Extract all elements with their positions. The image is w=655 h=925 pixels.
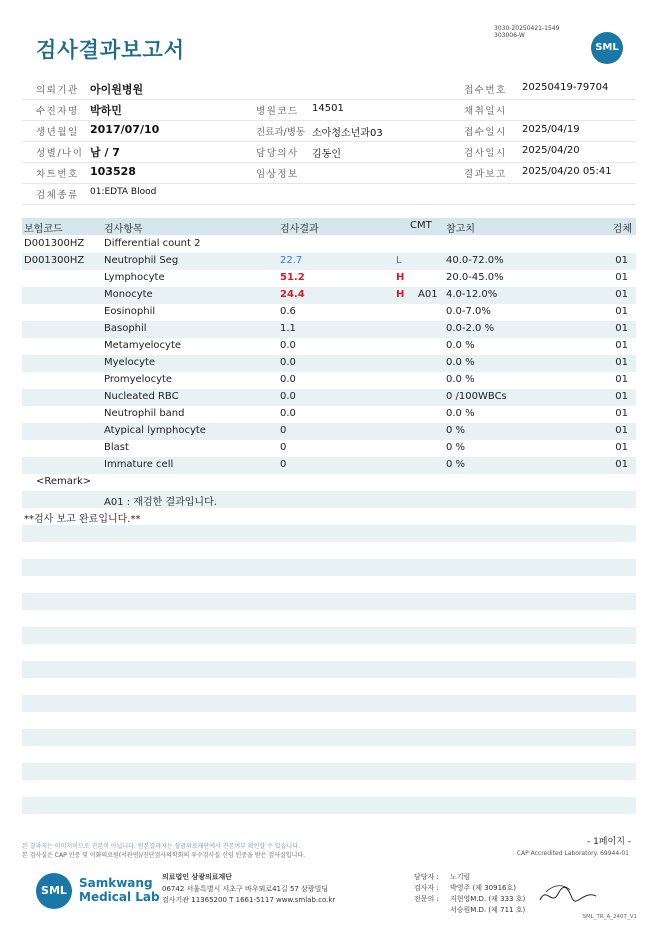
staff-value-3: 지현영M.D. (제 333 호) xyxy=(450,895,526,903)
cell-test-item: Atypical lymphocyte xyxy=(104,425,206,436)
cell-result: 51.2 xyxy=(280,272,305,283)
cell-reference: 0.0-2.0 % xyxy=(446,323,495,334)
cell-reference: 20.0-45.0% xyxy=(446,272,504,283)
header-reference: 참고치 xyxy=(446,224,475,235)
table-row xyxy=(22,253,636,270)
value-patient-name: 박하민 xyxy=(90,104,122,117)
cell-reference: 0 /100WBCs xyxy=(446,391,507,402)
cell-result: 24.4 xyxy=(280,289,305,300)
cell-insurance-code: D001300HZ xyxy=(24,255,85,266)
footer-brand xyxy=(79,876,160,904)
value-receipt-date: 2025/04/19 xyxy=(522,124,580,135)
info-row-2 xyxy=(22,99,636,121)
table-row xyxy=(22,406,636,423)
cell-test-item: Nucleated RBC xyxy=(104,391,179,402)
cell-flag: H xyxy=(396,289,405,300)
cell-reference: 0.0-7.0% xyxy=(446,306,491,317)
header-specimen: 검체 xyxy=(612,224,632,235)
cell-cmt: A01 xyxy=(418,289,438,300)
label-department: 진료과/병동 xyxy=(256,127,306,138)
table-row xyxy=(22,236,636,253)
table-row xyxy=(22,270,636,287)
cell-specimen: 01 xyxy=(615,255,628,266)
value-requesting-org: 아이원병원 xyxy=(90,83,144,96)
document-codes xyxy=(494,25,559,39)
cell-test-item: Neutrophil Seg xyxy=(104,255,179,266)
label-receipt-date: 접수일시 xyxy=(464,127,507,138)
sml-logo: SML xyxy=(591,32,623,64)
cell-test-item: Immature cell xyxy=(104,459,174,470)
blank-row xyxy=(22,763,636,780)
cell-result: 1.1 xyxy=(280,323,296,334)
cell-test-item: Eosinophil xyxy=(104,306,156,317)
cell-test-item: Differential count 2 xyxy=(104,238,201,249)
cell-result: 0 xyxy=(280,425,287,436)
cell-reference: 0.0 % xyxy=(446,374,475,385)
staff-value-4: 서승원M.D. (제 711 호) xyxy=(450,906,526,914)
cell-specimen: 01 xyxy=(615,408,628,419)
cell-specimen: 01 xyxy=(615,391,628,402)
info-row-1 xyxy=(22,78,636,100)
brand-line-1: Samkwang xyxy=(79,876,153,890)
cell-result: 0.0 xyxy=(280,374,296,385)
footer-notice-1: 본 결과지는 이미지이므로 진본이 아닙니다. 원본결과지는 삼광의료재단에서 진본여부 확인할 수 있습니다. xyxy=(22,843,300,850)
staff-label-1: 담당자 : xyxy=(414,873,439,881)
label-hospital-code: 병원코드 xyxy=(256,106,299,117)
cell-insurance-code: D001300HZ xyxy=(24,238,85,249)
label-receipt-no: 접수번호 xyxy=(464,85,507,96)
signature-image xyxy=(536,880,600,908)
header-cmt: CMT xyxy=(410,220,432,231)
info-row-5 xyxy=(22,162,636,184)
cell-test-item: Basophil xyxy=(104,323,147,334)
cell-test-item: Blast xyxy=(104,442,129,453)
value-hospital-code: 14501 xyxy=(312,103,344,114)
cell-specimen: 01 xyxy=(615,374,628,385)
label-patient-name: 수진자명 xyxy=(36,106,79,117)
cell-test-item: Neutrophil band xyxy=(104,408,185,419)
table-row xyxy=(22,440,636,457)
cell-test-item: Promyelocyte xyxy=(104,374,173,385)
cell-specimen: 01 xyxy=(615,289,628,300)
form-code: SML_TR_A_2407_V1 xyxy=(582,914,637,920)
blank-row xyxy=(22,797,636,814)
cell-result: 0.6 xyxy=(280,306,296,317)
table-row xyxy=(22,287,636,304)
cell-result: 0.0 xyxy=(280,408,296,419)
header-result: 검사결과 xyxy=(280,224,319,235)
label-chart-no: 차트번호 xyxy=(36,169,79,180)
staff-value-1: 노기림 xyxy=(450,873,471,881)
label-sex-age: 성별/나이 xyxy=(36,148,84,159)
cell-test-item: Myelocyte xyxy=(104,357,156,368)
table-row xyxy=(22,338,636,355)
staff-label-2: 검사자 : xyxy=(414,884,439,892)
cell-reference: 0 % xyxy=(446,425,466,436)
cell-reference: 0 % xyxy=(446,459,466,470)
value-specimen-type: 01:EDTA Blood xyxy=(90,187,157,197)
blank-row xyxy=(22,593,636,610)
remark-text: A01 : 재검한 결과입니다. xyxy=(104,497,217,508)
cell-reference: 0.0 % xyxy=(446,357,475,368)
footer-sml-logo: SML xyxy=(36,873,72,909)
page-number: - 1페이지 - xyxy=(586,837,631,847)
page-title: 검사결과보고서 xyxy=(36,38,186,62)
label-specimen-type: 검체종류 xyxy=(36,190,79,201)
footer-contact: 검사기관 11365200 T 1661-5117 www.smlab.co.kr xyxy=(162,896,336,904)
table-row xyxy=(22,423,636,440)
cell-specimen: 01 xyxy=(615,425,628,436)
table-row xyxy=(22,304,636,321)
cell-specimen: 01 xyxy=(615,272,628,283)
cell-reference: 0.0 % xyxy=(446,408,475,419)
info-row-6 xyxy=(22,183,636,205)
cell-flag: L xyxy=(396,255,402,266)
value-sex-age: 남 / 7 xyxy=(90,146,120,159)
table-row xyxy=(22,355,636,372)
cell-reference: 4.0-12.0% xyxy=(446,289,498,300)
cell-result: 0.0 xyxy=(280,357,296,368)
blank-row xyxy=(22,661,636,678)
blank-row xyxy=(22,525,636,542)
value-birth-date: 2017/07/10 xyxy=(90,123,160,136)
cell-result: 0.0 xyxy=(280,340,296,351)
cell-test-item: Monocyte xyxy=(104,289,153,300)
cell-result: 0 xyxy=(280,442,287,453)
info-row-4 xyxy=(22,141,636,163)
table-row xyxy=(22,321,636,338)
cell-specimen: 01 xyxy=(615,306,628,317)
table-row xyxy=(22,372,636,389)
remark-label-row xyxy=(22,474,636,491)
cell-specimen: 01 xyxy=(615,459,628,470)
label-requesting-org: 의뢰기관 xyxy=(36,85,79,96)
header-insurance-code: 보험코드 xyxy=(24,224,63,235)
completion-row xyxy=(22,508,636,525)
label-doctor: 담당의사 xyxy=(256,148,299,159)
value-test-date: 2025/04/20 xyxy=(522,145,580,156)
cell-test-item: Metamyelocyte xyxy=(104,340,182,351)
header-test-item: 검사항목 xyxy=(104,224,143,235)
doc-code-2: 303006-W xyxy=(494,32,525,39)
cell-specimen: 01 xyxy=(615,323,628,334)
value-chart-no: 103528 xyxy=(90,165,136,178)
blank-row xyxy=(22,729,636,746)
cell-reference: 40.0-72.0% xyxy=(446,255,504,266)
remark-text-row xyxy=(22,491,636,508)
label-report-date: 결과보고 xyxy=(464,169,507,180)
cell-reference: 0.0 % xyxy=(446,340,475,351)
blank-row xyxy=(22,559,636,576)
completion-text: **검사 보고 완료입니다.** xyxy=(24,514,141,525)
cell-specimen: 01 xyxy=(615,442,628,453)
doc-code-1: 3030-20250421-1549 xyxy=(494,25,560,32)
value-receipt-no: 20250419-79704 xyxy=(522,82,609,93)
cell-test-item: Lymphocyte xyxy=(104,272,165,283)
remark-label: <Remark> xyxy=(36,476,92,487)
cell-flag: H xyxy=(396,272,405,283)
footer-org: 의료법인 삼광의료재단 xyxy=(162,873,233,881)
cell-result: 22.7 xyxy=(280,255,303,266)
footer-address: 06742 서울특별시 서초구 바우뫼로41길 57 삼광빌딩 xyxy=(162,885,329,893)
value-report-date: 2025/04/20 05:41 xyxy=(522,166,612,177)
cell-specimen: 01 xyxy=(615,357,628,368)
cell-specimen: 01 xyxy=(615,340,628,351)
value-doctor: 김동인 xyxy=(312,149,341,160)
table-row xyxy=(22,389,636,406)
cell-result: 0.0 xyxy=(280,391,296,402)
label-test-date: 검사일시 xyxy=(464,148,507,159)
cell-reference: 0 % xyxy=(446,442,466,453)
brand-line-2: Medical Lab xyxy=(79,890,160,904)
label-clinical-info: 임상정보 xyxy=(256,169,299,180)
staff-value-2: 박영주 (제 30916호) xyxy=(450,884,516,892)
info-row-3 xyxy=(22,120,636,142)
results-table-header xyxy=(22,218,636,235)
label-collection-date: 채취일시 xyxy=(464,106,507,117)
footer-notice-2: 본 검사실은 CAP 인증 및 이화의료원(서관연)/진단검사의학회의 우수검사실 신임 인증을 받은 검사실입니다. xyxy=(22,852,306,859)
table-row xyxy=(22,457,636,474)
blank-row xyxy=(22,695,636,712)
cap-accreditation: CAP Accredited Laboratory. 69944-01 xyxy=(516,850,629,857)
blank-row xyxy=(22,627,636,644)
staff-label-3: 전문의 : xyxy=(414,895,439,903)
label-birth-date: 생년월일 xyxy=(36,127,79,138)
cell-result: 0 xyxy=(280,459,287,470)
value-department: 소아청소년과03 xyxy=(312,128,383,139)
